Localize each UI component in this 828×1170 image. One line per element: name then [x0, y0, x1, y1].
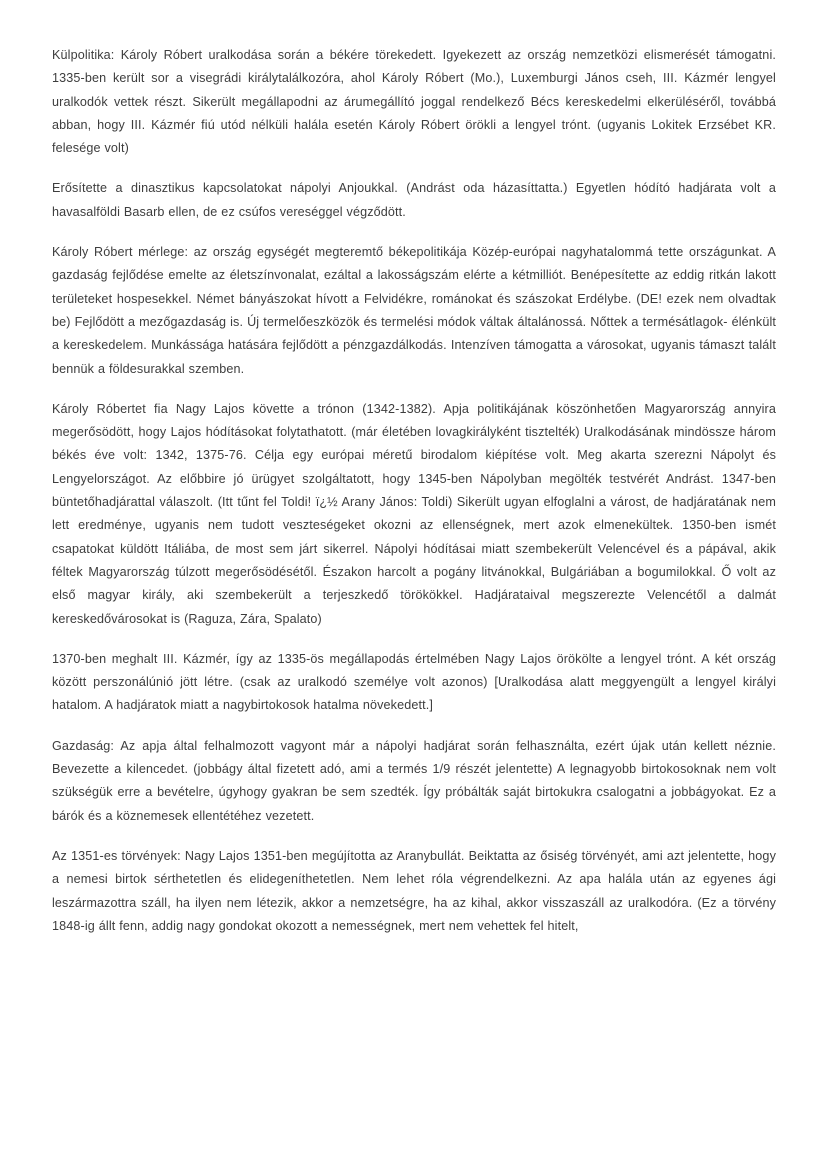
paragraph-nagy-lajos: Károly Róbertet fia Nagy Lajos követte a trónon (1342-1382). Apja politikájának köszönhetően Magyarország annyira megerősödött, hogy Lajos hódításokat folytathatott. (már életében lovagkirályként tisztelték) Uralkodásának mindössze három békés éve volt: 1342, 1375-76. Célja egy európai méretű birodalom kiépítése volt. Meg akarta szerezni Nápolyt és Lengyelországot. Az előbbire jó ürügyet szolgáltatott, hogy 1345-ben Nápolyban megölték testvérét Andrást. 1347-ben büntetőhadjárattal válaszolt. (Itt tűnt fel Toldi! ï¿½ Arany János: Toldi) Sikerült ugyan elfoglalni a várost, de hadjáratának nem lett eredménye, ugyanis nem tudott veszteségeket okozni az ellenségnek, mert azok elmenekültek. 1350-ben ismét csapatokat küldött Itáliába, de most sem járt sikerrel. Nápolyi hódításai miatt szembekerült Velencével és a pápával, akik féltek Magyarország túlzott megerősödésétől. Északon harcolt a pogány litvánokkal, Bulgáriában a bogumilokkal. Ő volt az első magyar király, aki szembekerült a terjeszkedő törökökkel. Hadjárataival megszerezte Velencétől a dalmát kereskedővárosokat is (Raguza, Zára, Spalato): [52, 401, 776, 626]
paragraph-karoly-robert-balance: Károly Róbert mérlege: az ország egységét megteremtő békepolitikája Közép-európai nagyhatalommá tette országunkat. A gazdaság fejlődése emelte az életszínvonalat, ezáltal a lakosságszám elérte a kétmilliót. Benépesítette az eddig ritkán lakott területeket hospesekkel. Német bányászokat hívott a Felvidékre, románokat és szászokat Erdélybe. (DE! ezek nem olvadtak be) Fejlődött a mezőgazdaság is. Új termelőeszközök és termelési módok váltak általánossá. Nőttek a termésátlagok- élénkült a kereskedelem. Munkássága hatására fejlődött a pénzgazdálkodás. Intenzíven támogatta a városokat, ugyanis támaszt talált bennük a földesurakkal szemben.: [52, 245, 776, 376]
paragraph-dynastic-relations: Erősítette a dinasztikus kapcsolatokat nápolyi Anjoukkal. (Andrást oda házasíttatta.) Egyetlen hódító hadjárata volt a havasalföldi Basarb ellen, de ez csúfos vereséggel végződött.: [52, 181, 776, 219]
paragraph-laws-1351: Az 1351-es törvények: Nagy Lajos 1351-ben megújította az Aranybullát. Beiktatta az ősiség törvényét, ami azt jelentette, hogy a nemesi birtok sérthetetlen és elidegeníthetetlen. Nem lehet róla végrendelkezni. Az apa halála után az egyenes ági leszármazottra száll, ha ilyen nem létezik, akkor a nemzetségre, ha az kihal, akkor visszaszáll az uralkodóra. (Ez a törvény 1848-ig állt fenn, addig nagy gondokat okozott a nemességnek, mert nem vehettek fel hitelt,: [52, 848, 776, 933]
document-body: [52, 44, 776, 938]
paragraph-polish-throne: 1370-ben meghalt III. Kázmér, így az 1335-ös megállapodás értelmében Nagy Lajos örökölte a lengyel trónt. A két ország között perszonálúnió jött létre. (csak az uralkodó személye volt azonos) [Uralkodása alatt meggyengült a lengyel királyi hatalom. A hadjáratok miatt a nagybirtokosok hatalma növekedett.]: [52, 651, 776, 713]
paragraph-economy: Gazdaság: Az apja által felhalmozott vagyont már a nápolyi hadjárat során felhasználta, ezért újak után kellett néznie. Bevezette a kilencedet. (jobbágy által fizetett adó, ami a termés 1/9 részét jelentette) A legnagyobb birtokosoknak nem volt szükségük erre a bevételre, úgyhogy gyakran be sem szedték. Így próbálták saját birtokukra csalogatni a jobbágyokat. Ez a bárók és a köznemesek ellentétéhez vezetett.: [52, 738, 776, 823]
paragraph-foreign-policy: Külpolitika: Károly Róbert uralkodása során a békére törekedett. Igyekezett az ország nemzetközi elismerését támogatni. 1335-ben került sor a visegrádi királytalálkozóra, ahol Károly Róbert (Mo.), Luxemburgi János cseh, III. Kázmér lengyel uralkodók vettek részt. Sikerült megállapodni az árumegállító joggal rendelkező Bécs kereskedelmi elkerüléséről, továbbá abban, hogy III. Kázmér fiú utód nélküli halála esetén Károly Róbert örökli a lengyel trónt. (ugyanis Lokitek Erzsébet KR. felesége volt): [52, 48, 776, 156]
